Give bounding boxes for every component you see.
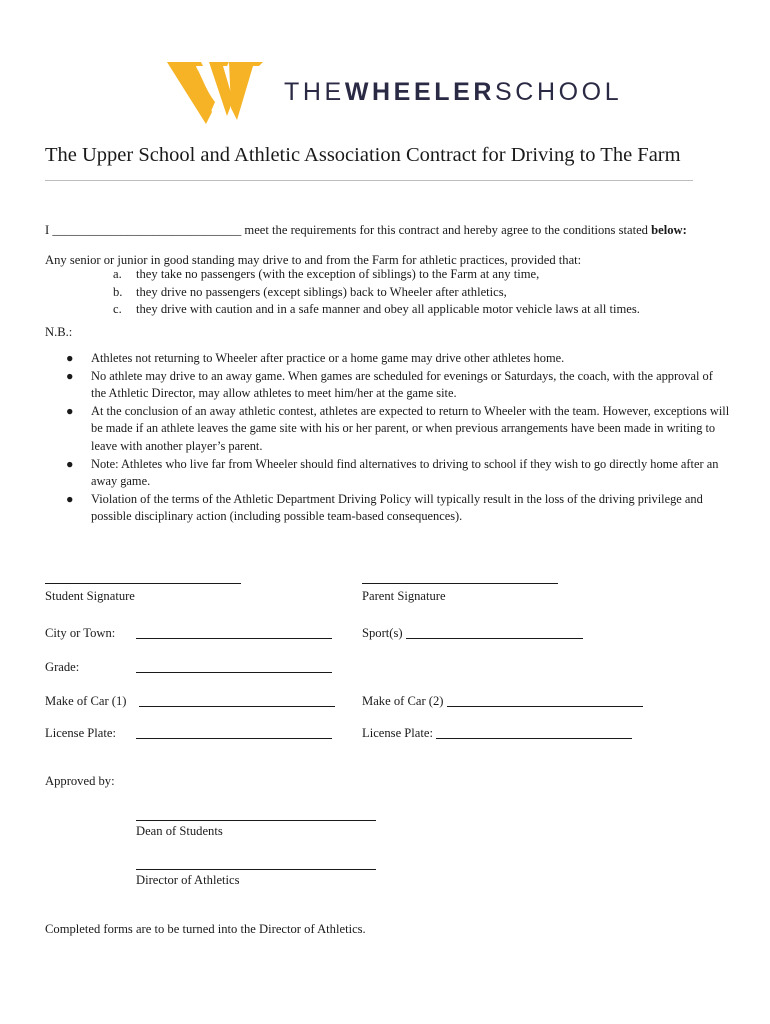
grade-label: Grade: <box>45 660 80 674</box>
parent-signature-line[interactable] <box>362 583 558 584</box>
title-divider <box>45 180 693 181</box>
bullet-icon: ● <box>66 491 74 506</box>
director-signature-line[interactable] <box>136 869 376 870</box>
plate1-label: License Plate: <box>45 726 116 740</box>
name-blank: ______________________________ <box>52 223 242 237</box>
school-name: THEWHEELERSCHOOL <box>284 78 623 106</box>
car1-field[interactable] <box>139 706 335 707</box>
nb-item: ● At the conclusion of an away athletic contest, athletes are expected to return to Wheeler with the team. However, exceptions will be made if an athlete leaves the game site with his or her parent, or when previous arrangements have been made in writing to leave with another player’s parent. <box>66 403 730 453</box>
parent-signature-label: Parent Signature <box>362 589 446 603</box>
dean-signature-line[interactable] <box>136 820 376 821</box>
condition-item: c. they drive with caution and in a safe manner and obey all applicable motor vehicle laws at all times. <box>113 302 640 316</box>
student-signature-label: Student Signature <box>45 589 135 603</box>
approved-by-label: Approved by: <box>45 774 115 788</box>
bullet-icon: ● <box>66 456 74 471</box>
bullet-icon: ● <box>66 403 74 418</box>
nb-item: ● Note: Athletes who live far from Wheeler should find alternatives to driving to school if they wish to go directly home after an away game. <box>66 456 719 489</box>
condition-item: a. they take no passengers (with the exception of siblings) to the Farm at any time, <box>113 267 540 281</box>
nb-list <box>66 350 730 526</box>
plate1-field[interactable] <box>136 738 332 739</box>
wheeler-logo <box>163 60 263 126</box>
condition-item: b. they drive no passengers (except siblings) back to Wheeler after athletics, <box>113 284 507 299</box>
car2-field[interactable] <box>447 706 643 707</box>
nb-label: N.B.: <box>45 325 73 339</box>
plate2-field[interactable] <box>436 738 632 739</box>
city-field[interactable] <box>136 638 332 639</box>
sport-field[interactable] <box>406 638 583 639</box>
plate2-label: License Plate: <box>362 726 433 740</box>
student-signature-line[interactable] <box>45 583 241 584</box>
car2-label: Make of Car (2) <box>362 694 444 708</box>
nb-item: ● Athletes not returning to Wheeler after practice or a home game may drive other athletes home. <box>66 350 730 368</box>
agreement-statement: I ______________________________ meet the requirements for this contract and hereby agree to the conditions stated below: <box>45 223 687 237</box>
grade-field[interactable] <box>136 672 332 673</box>
footer-note: Completed forms are to be turned into the Director of Athletics. <box>45 922 366 936</box>
nb-item: ● No athlete may drive to an away game. When games are scheduled for evenings or Saturdays, the coach, with the approval of the Athletic Director, may allow athletes to meet him/her at the game site. <box>66 368 713 401</box>
intro-text: Any senior or junior in good standing may drive to and from the Farm for athletic practices, provided that: <box>45 253 582 267</box>
conditions-list <box>113 266 640 319</box>
director-label: Director of Athletics <box>136 873 240 887</box>
sport-label: Sport(s) <box>362 626 403 640</box>
logo-mark <box>163 62 263 124</box>
page-title: The Upper School and Athletic Association Contract for Driving to The Farm <box>45 144 681 166</box>
car1-label: Make of Car (1) <box>45 694 127 708</box>
dean-label: Dean of Students <box>136 824 223 838</box>
nb-item: ● Violation of the terms of the Athletic Department Driving Policy will typically result in the loss of the driving privilege and possible disciplinary action (including possible team-based consequences). <box>66 491 703 524</box>
bullet-icon: ● <box>66 368 74 383</box>
bullet-icon: ● <box>66 351 74 365</box>
city-label: City or Town: <box>45 626 116 640</box>
